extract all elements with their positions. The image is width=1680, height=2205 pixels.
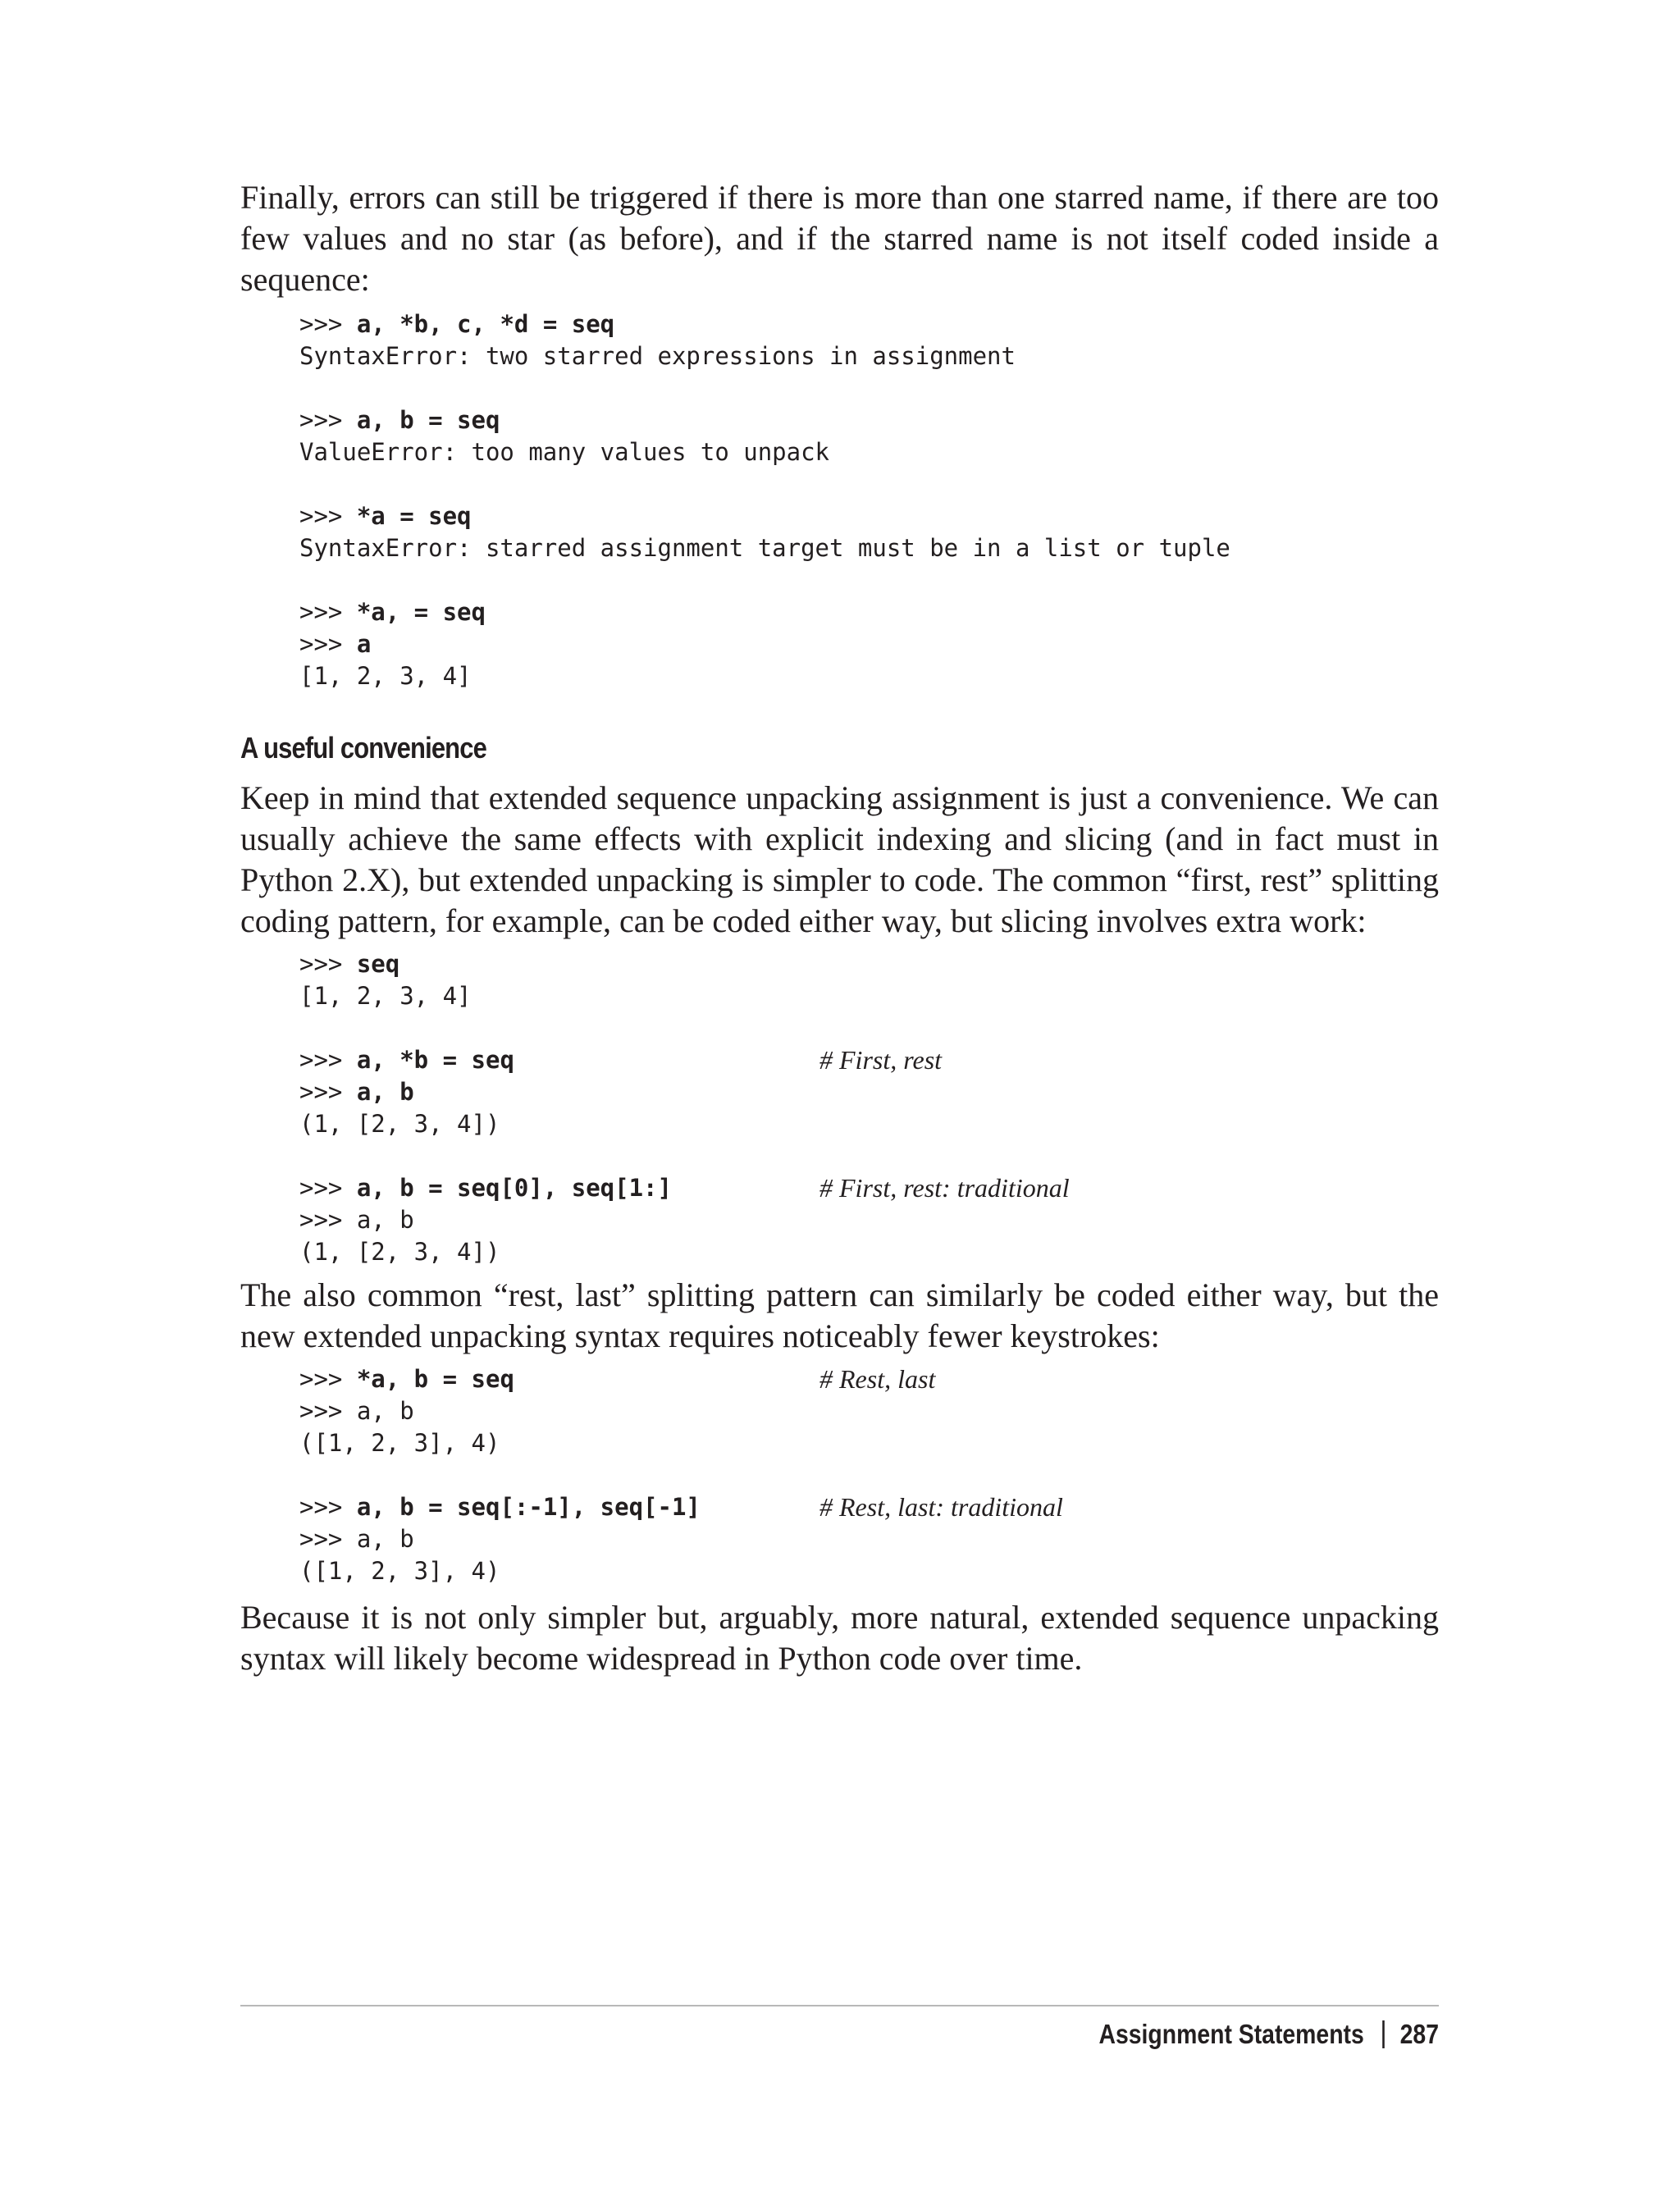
code-block-errors	[299, 308, 1439, 692]
paragraph-convenience: Keep in mind that extended sequence unpacking assignment is just a convenience. We can usually achieve the same effects with explicit indexing and slicing (and in fact must in Python 2.X), but extended unpacking is simpler to code. The common “first, rest” splitting coding pattern, for example, can be coded either way, but slicing involves extra work:	[240, 779, 1439, 939]
footer-divider	[240, 2005, 1439, 2006]
code-output: SyntaxError: starred assignment target must be in a list or tuple	[299, 534, 1230, 562]
code-line: >>> *a, b = seq # Rest, last	[299, 1364, 936, 1394]
code-output: ([1, 2, 3], 4)	[299, 1429, 500, 1457]
code-output: [1, 2, 3, 4]	[299, 982, 472, 1010]
code-line: >>> a	[299, 630, 372, 658]
code-line: >>> a, b	[299, 1206, 414, 1234]
code-output: [1, 2, 3, 4]	[299, 662, 472, 690]
footer-section-title: Assignment Statements	[1098, 2019, 1364, 2049]
code-line: >>> a, b	[299, 1397, 414, 1425]
code-line: >>> a, b = seq[0], seq[1:] # First, rest: traditional	[299, 1173, 1070, 1203]
code-line: >>> a, b = seq[:-1], seq[-1] # Rest, last: traditional	[299, 1492, 1063, 1522]
page-footer	[1098, 2018, 1439, 2051]
code-output: ([1, 2, 3], 4)	[299, 1557, 500, 1585]
code-block-first-rest	[299, 948, 1439, 1268]
footer-separator	[1382, 2020, 1385, 2048]
code-line: >>> a, *b, c, *d = seq	[299, 310, 615, 338]
code-line: >>> *a, = seq	[299, 598, 486, 626]
page-number: 287	[1399, 2019, 1439, 2049]
code-comment: # First, rest	[819, 1045, 943, 1075]
page-body	[240, 177, 1439, 1679]
code-output: SyntaxError: two starred expressions in assignment	[299, 342, 1016, 370]
code-output: (1, [2, 3, 4])	[299, 1110, 500, 1138]
section-heading: A useful convenience	[240, 731, 486, 765]
paragraph-conclusion: Because it is not only simpler but, arguably, more natural, extended sequence unpacking syntax will likely become widespread in Python code over time.	[240, 1599, 1439, 1677]
paragraph-rest-last: The also common “rest, last” splitting pattern can similarly be coded either way, but the new extended unpacking syntax requires noticeably fewer keystrokes:	[240, 1276, 1439, 1354]
paragraph-errors: Finally, errors can still be triggered if there is more than one starred name, if there are too few values and no star (as before), and if the starred name is not itself coded inside a sequence:	[240, 179, 1439, 298]
code-line: >>> *a = seq	[299, 502, 472, 530]
code-line: >>> a, b	[299, 1525, 414, 1553]
code-line: >>> a, *b = seq # First, rest	[299, 1045, 943, 1075]
code-comment: # First, rest: traditional	[819, 1173, 1070, 1203]
code-line: >>> a, b = seq	[299, 406, 500, 434]
code-line: >>> seq	[299, 950, 400, 978]
code-comment: # Rest, last	[819, 1364, 936, 1394]
code-block-rest-last	[299, 1363, 1439, 1587]
code-line: >>> a, b	[299, 1078, 414, 1106]
code-output: (1, [2, 3, 4])	[299, 1238, 500, 1266]
code-comment: # Rest, last: traditional	[819, 1492, 1063, 1522]
code-output: ValueError: too many values to unpack	[299, 438, 830, 466]
